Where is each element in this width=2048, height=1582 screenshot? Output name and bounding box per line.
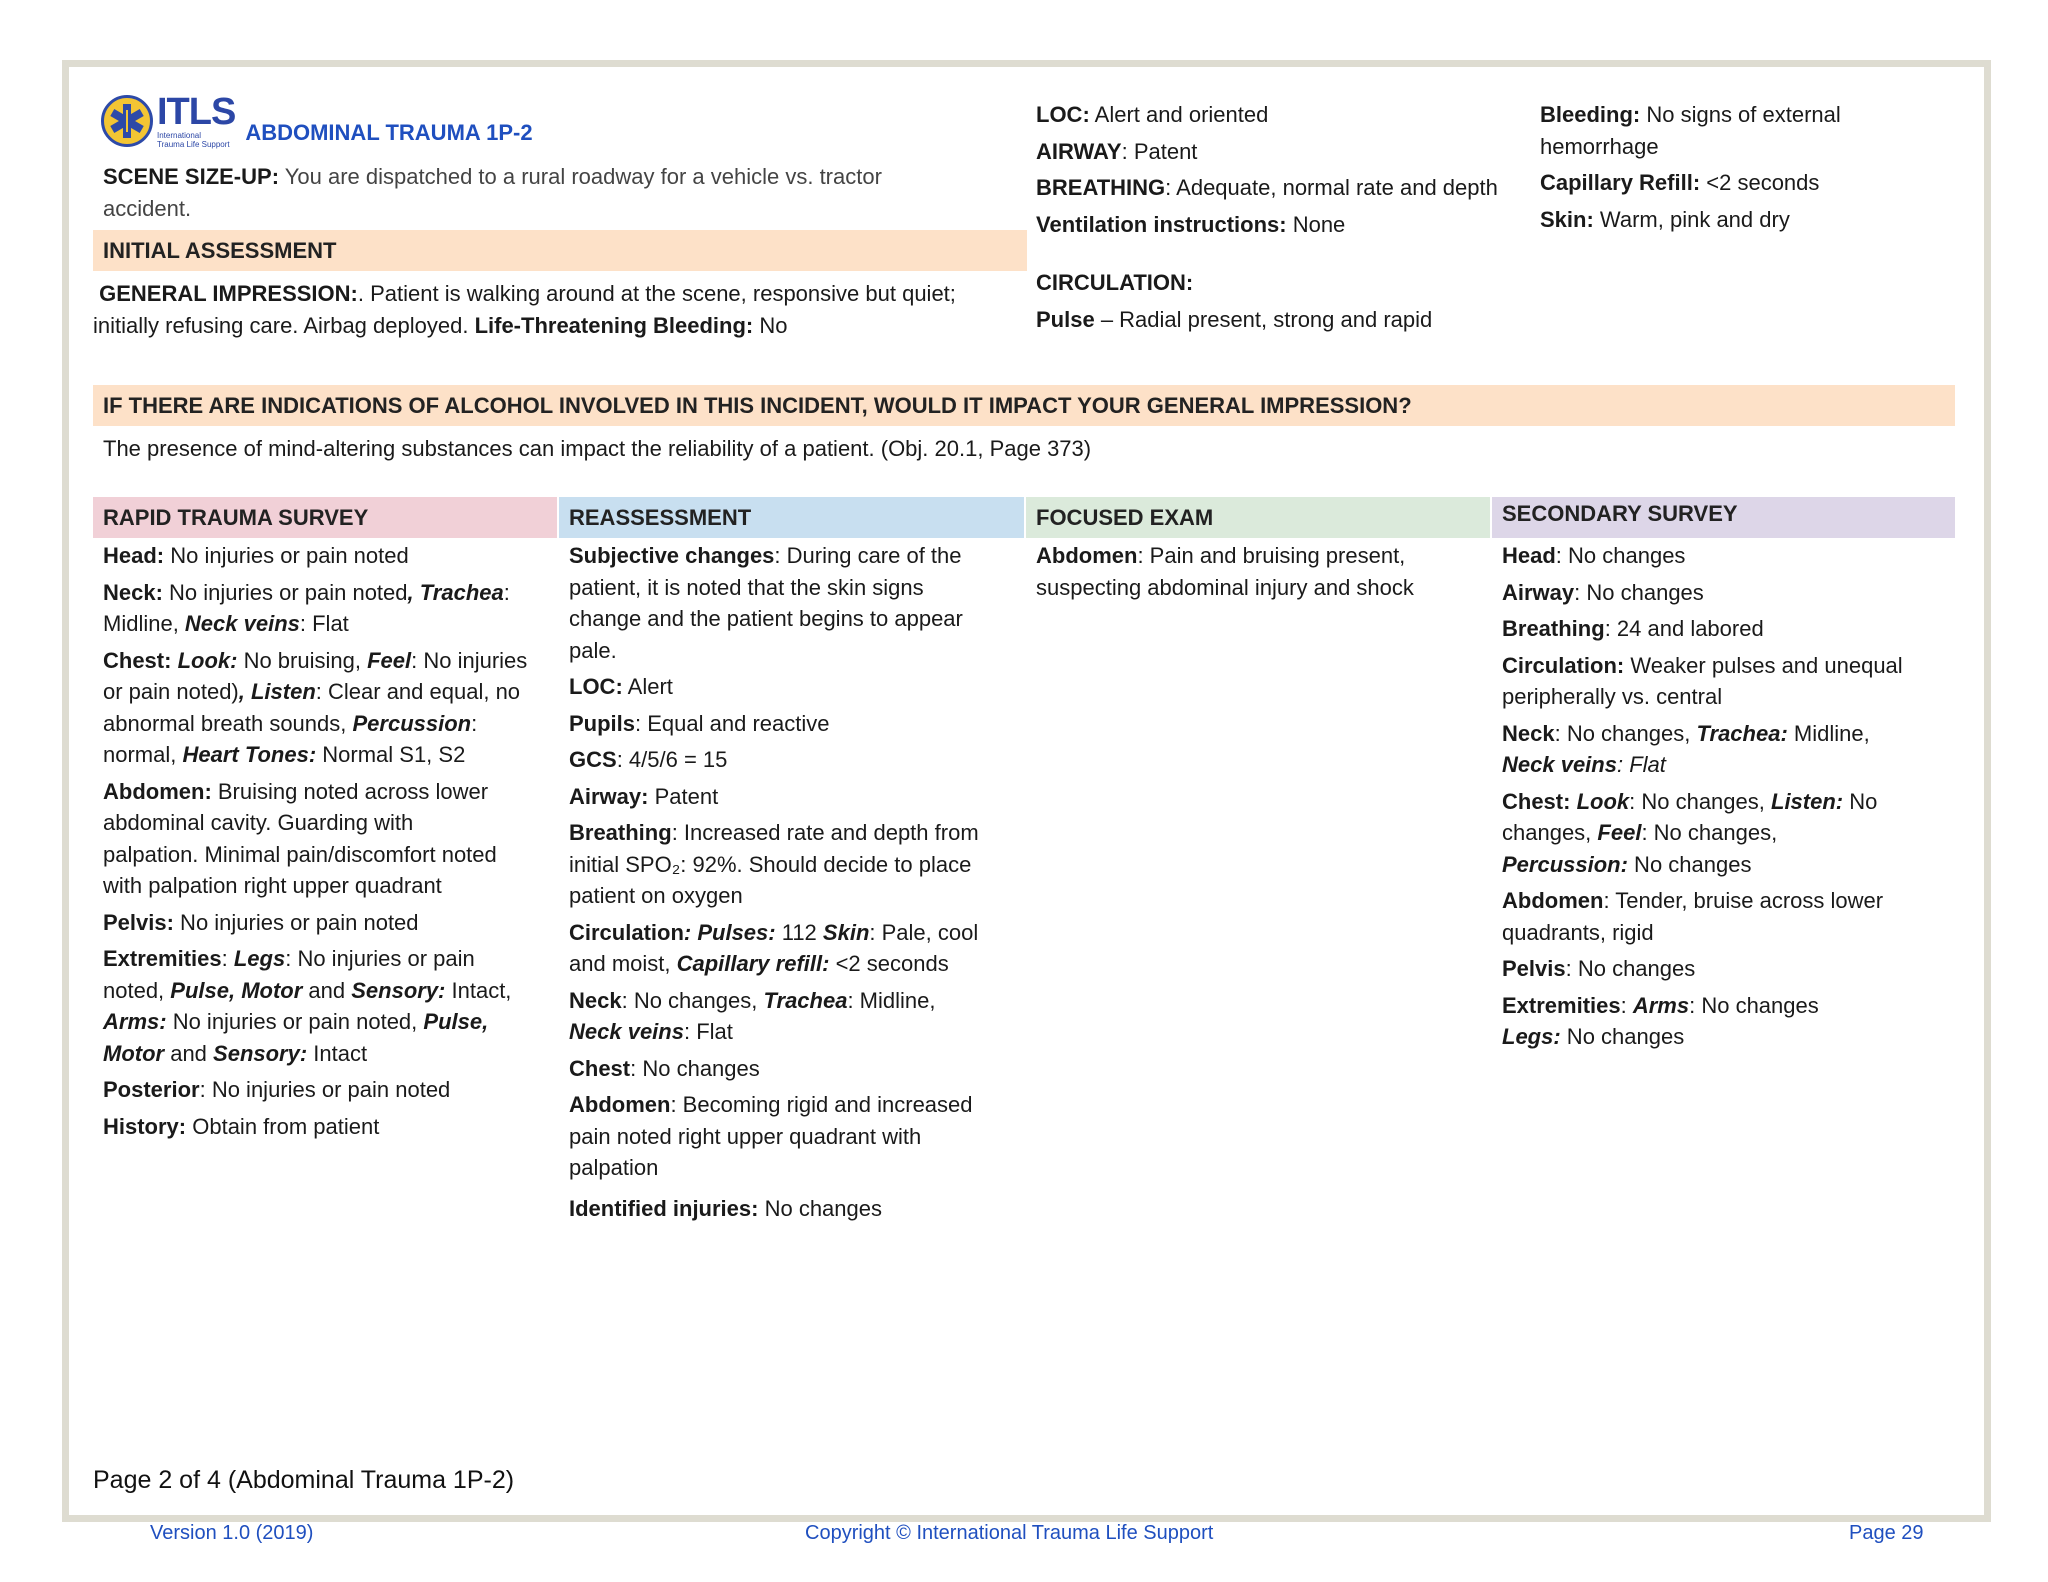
chest-perc: Percussion: [352, 710, 472, 736]
hist-l: History:: [103, 1113, 187, 1139]
neck-trachea: Trachea:: [1696, 720, 1788, 746]
abd-l: Abdomen: [1036, 543, 1138, 568]
circulation-heading: CIRCULATION:: [1036, 270, 1194, 295]
ext-v6: No injuries or pain noted,: [166, 1009, 424, 1034]
list-item: [569, 708, 1024, 740]
abd-v3: palpation: [569, 1155, 659, 1180]
head-v: No injuries or pain noted: [164, 543, 409, 568]
abd-v1: : Becoming rigid and increased: [670, 1092, 973, 1117]
chest-l: Chest:: [103, 647, 172, 673]
alcohol-question-heading: IF THERE ARE INDICATIONS OF ALCOHOL INVOLVED IN THIS INCIDENT, WOULD IT IMPACT YOUR GENERAL IMPRESSION?: [93, 385, 1955, 426]
chest-v5: abnormal breath sounds,: [103, 710, 353, 736]
vitals-column-2: [1540, 99, 1980, 240]
gcs-v: : 4/5/6 = 15: [616, 747, 728, 772]
ext-sens2: Sensory:: [213, 1040, 308, 1066]
list-item: [1036, 136, 1536, 168]
abd-v2: pain noted right upper quadrant with: [569, 1123, 922, 1149]
circ-v3: and moist,: [569, 951, 677, 976]
ext-legs: Legs:: [1502, 1024, 1561, 1049]
neck-l: Neck: [1502, 720, 1555, 746]
neck-v1: : No changes,: [621, 987, 764, 1013]
capillary-label: Capillary Refill:: [1540, 170, 1701, 195]
reassessment-column: [569, 540, 1024, 1229]
abd-v1: : Tender, bruise across lower: [1603, 888, 1884, 913]
ext-arms: Arms: [1632, 992, 1690, 1018]
chest-feel: Feel: [367, 647, 412, 673]
list-item: [1036, 172, 1536, 204]
chest-perc: Percussion:: [1502, 851, 1628, 877]
chest-v7: normal,: [103, 742, 183, 767]
subj-l: Subjective changes: [569, 543, 775, 568]
list-item: [1502, 953, 1952, 985]
head-l: Head: [1502, 543, 1556, 568]
neck-trachea: Trachea: [763, 987, 848, 1013]
chest-v3: changes,: [1502, 820, 1598, 845]
head-v: : No changes: [1555, 543, 1686, 568]
ltb-label: Life-Threatening Bleeding:: [474, 312, 754, 338]
airway-value: : Patent: [1121, 138, 1198, 164]
inj-v: No changes: [758, 1195, 882, 1221]
breath-v1: : Increased rate and depth from: [671, 820, 979, 845]
bleeding-label: Bleeding:: [1540, 102, 1641, 127]
chest-v8: Normal S1, S2: [316, 742, 466, 767]
ext-l: Extremities: [1502, 992, 1621, 1018]
chest-v1: : No changes,: [1629, 788, 1771, 814]
loc-label: LOC:: [1036, 102, 1090, 127]
list-item: [569, 1053, 1024, 1085]
gi-label: GENERAL IMPRESSION:: [99, 281, 358, 306]
document-title: ABDOMINAL TRAUMA 1P-2: [245, 120, 533, 145]
chest-heart: Heart Tones:: [182, 742, 317, 767]
post-l: Posterior: [103, 1077, 200, 1102]
pulse-label: Pulse: [1036, 306, 1095, 332]
skin-label: Skin:: [1540, 206, 1594, 232]
circ-skin: Skin: [822, 919, 870, 945]
chest-listen: Listen:: [1771, 788, 1844, 814]
neck-l: Neck: [569, 987, 622, 1013]
list-item: [1502, 718, 1952, 781]
abd-l: Abdomen: [569, 1092, 671, 1117]
secondary-survey-column: [1502, 540, 1952, 1058]
neck-v4: : Flat: [299, 611, 349, 636]
chest-v3: or pain noted): [103, 679, 239, 704]
inj-l: Identified injuries:: [569, 1195, 759, 1221]
subj-v1: : During care of the: [774, 543, 962, 568]
list-item: [1036, 209, 1536, 241]
alcohol-question-answer: The presence of mind-altering substances can impact the reliability of a patient. (Obj. 20.1, Page 373): [103, 436, 1092, 461]
abd-v4: with palpation right upper quadrant: [103, 873, 442, 898]
breathing-label: BREATHING: [1036, 175, 1166, 200]
list-item: [569, 1193, 1024, 1225]
gcs-l: GCS: [569, 747, 617, 772]
focused-exam-column: [1036, 540, 1486, 608]
list-item: [569, 540, 1024, 666]
list-item: [1540, 167, 1980, 199]
list-item: [1502, 613, 1952, 645]
ext-v5: Intact,: [445, 977, 512, 1003]
pelvis-l: Pelvis:: [103, 909, 174, 935]
pulse-value: – Radial present, strong and rapid: [1094, 306, 1433, 332]
list-item: [1540, 99, 1980, 162]
subj-v2: patient, it is noted that the skin signs: [569, 574, 924, 600]
neck-veins: Neck veins: [569, 1019, 684, 1044]
list-item: [1502, 540, 1952, 572]
header: [101, 92, 533, 150]
list-item: [569, 985, 1024, 1048]
neck-veins-l: Neck veins: [184, 611, 300, 636]
list-item: [569, 1089, 1024, 1184]
airway-label: AIRWAY: [1036, 138, 1122, 164]
logo: [157, 93, 235, 149]
focused-exam-heading: FOCUSED EXAM: [1026, 497, 1490, 538]
circ-v1: Weaker pulses and unequal: [1624, 652, 1903, 678]
list-item: [569, 744, 1024, 776]
pupils-l: Pupils: [569, 710, 636, 736]
list-item: [1502, 577, 1952, 609]
abd-l: Abdomen: [1502, 888, 1604, 913]
gi-text-1: . Patient is walking around at the scene, responsive but quiet;: [357, 281, 956, 306]
scene-label: SCENE SIZE-UP:: [103, 164, 280, 189]
rapid-trauma-column: [103, 540, 553, 1147]
chest-v4: : No changes,: [1641, 820, 1778, 845]
reassessment-heading: REASSESSMENT: [559, 497, 1024, 538]
ext-arms: Arms:: [103, 1009, 167, 1034]
logo-subtitle-1: International: [157, 131, 202, 140]
neck-v3: : Flat: [683, 1019, 733, 1044]
secondary-survey-heading: SECONDARY SURVEY: [1492, 497, 1955, 538]
ext-v1: :: [221, 946, 234, 971]
ext-v3: noted,: [103, 977, 171, 1003]
abd-v2: abdominal cavity. Guarding with: [103, 810, 414, 835]
ext-v1: :: [1620, 992, 1633, 1018]
list-item: [1540, 204, 1980, 236]
ext-v2: : No changes: [1689, 992, 1819, 1018]
chest-feel: Feel: [1597, 820, 1642, 845]
bleeding-value-1: No signs of external: [1640, 102, 1841, 127]
breath-l: Breathing: [1502, 616, 1605, 641]
logo-text: ITLS: [157, 91, 236, 133]
post-v: : No injuries or pain noted: [199, 1077, 451, 1102]
ext-v4: and: [302, 977, 352, 1003]
list-item: [103, 943, 553, 1069]
circ-cap: Capillary refill:: [676, 951, 830, 976]
list-item: [569, 781, 1024, 813]
circ-v4: <2 seconds: [829, 951, 949, 976]
chest-v4: : Clear and equal, no: [315, 679, 521, 704]
ext-v3: No changes: [1560, 1024, 1685, 1049]
gi-text-2: initially refusing care. Airbag deployed.: [93, 312, 475, 338]
breath-v2: initial SPO₂: 92%. Should decide to place: [569, 851, 972, 877]
pelvis-v: No injuries or pain noted: [173, 909, 419, 935]
breath-l: Breathing: [569, 820, 672, 845]
chest-v6: :: [471, 710, 478, 736]
chest-v2: No: [1843, 788, 1878, 814]
neck-trachea-l: , Trachea: [407, 579, 504, 605]
airway-l: Airway:: [569, 783, 649, 809]
ext-pm: Pulse, Motor: [170, 977, 303, 1003]
abd-v1: Bruising noted across lower: [211, 778, 489, 804]
circ-v1: 112: [775, 919, 823, 945]
rapid-trauma-survey-heading: RAPID TRAUMA SURVEY: [93, 497, 557, 538]
hist-v: Obtain from patient: [186, 1113, 380, 1139]
neck-veins: Neck veins: [1502, 752, 1617, 777]
neck-v3: : Flat: [1616, 752, 1666, 777]
neck-v1: : No changes,: [1554, 720, 1697, 746]
list-item: [1502, 786, 1952, 881]
circ-l: Circulation:: [1502, 652, 1625, 678]
ltb-value: No: [753, 312, 788, 338]
abd-v1: : Pain and bruising present,: [1137, 543, 1406, 568]
footer-page-number: Page 29: [1849, 1522, 1924, 1544]
chest-v2: : No injuries: [411, 647, 528, 673]
list-item: [103, 577, 553, 640]
list-item: [103, 907, 553, 939]
list-item: [1502, 885, 1952, 948]
chest-v5: No changes: [1627, 851, 1752, 877]
airway-l: Airway: [1502, 579, 1575, 605]
list-item: [569, 671, 1024, 703]
ext-motor2: Motor: [103, 1040, 165, 1066]
skin-value: Warm, pink and dry: [1593, 206, 1790, 232]
abd-l: Abdomen:: [103, 778, 212, 804]
chest-look: Look:: [171, 647, 238, 673]
circ-v2: : Pale, cool: [869, 919, 979, 945]
list-item: [1036, 304, 1536, 336]
list-item: [103, 1111, 553, 1143]
chest-l: Chest:: [1502, 788, 1571, 814]
logo-subtitle-2: Trauma Life Support: [157, 140, 230, 149]
ext-legs: Legs: [233, 946, 286, 971]
ventilation-label: Ventilation instructions:: [1036, 211, 1287, 237]
subj-v3: change and the patient begins to appear: [569, 606, 963, 631]
ext-sens: Sensory:: [351, 977, 446, 1003]
neck-v2: :: [503, 579, 510, 605]
chest-look: Look: [1570, 788, 1630, 814]
subj-v4: pale.: [569, 637, 617, 663]
scene-text-2: accident.: [103, 195, 192, 221]
abd-v2: suspecting abdominal injury and shock: [1036, 574, 1414, 600]
list-item: [103, 1074, 553, 1106]
circ-v2: peripherally vs. central: [1502, 684, 1723, 709]
pelvis-l: Pelvis: [1502, 956, 1566, 981]
scene-text-1: You are dispatched to a rural roadway for a vehicle vs. tractor: [279, 164, 882, 189]
head-l: Head:: [103, 543, 165, 568]
chest-l: Chest: [569, 1055, 631, 1081]
ext-v2: : No injuries or pain: [285, 946, 475, 971]
chest-v1: No bruising,: [237, 647, 368, 673]
ventilation-value: None: [1286, 211, 1346, 237]
pelvis-v: : No changes: [1565, 956, 1696, 981]
bleeding-value-2: hemorrhage: [1540, 133, 1659, 159]
list-item: [1502, 990, 1952, 1053]
neck-v2: Midline,: [1787, 720, 1870, 746]
list-item: [1036, 99, 1536, 131]
ext-v7: and: [164, 1040, 214, 1066]
ext-v8: Intact: [307, 1040, 368, 1066]
loc-l: LOC:: [569, 674, 623, 699]
scene-size-up: [103, 161, 1023, 224]
chest-listen: , Listen: [238, 679, 316, 704]
footer-version: Version 1.0 (2019): [150, 1522, 314, 1544]
list-item: [103, 540, 553, 572]
pupils-v: : Equal and reactive: [635, 710, 830, 736]
neck-v3: Midline,: [103, 611, 185, 636]
breath-v3: patient on oxygen: [569, 883, 743, 908]
circ-l: Circulation: [569, 919, 684, 945]
chest-v: : No changes: [630, 1055, 760, 1081]
circ-pulses: : Pulses:: [683, 919, 776, 945]
page-note: Page 2 of 4 (Abdominal Trauma 1P-2): [93, 1466, 515, 1494]
neck-v1: No injuries or pain noted: [162, 579, 408, 605]
list-item: [569, 817, 1024, 912]
ext-l: Extremities: [103, 946, 222, 971]
vitals-column-1: [1036, 99, 1536, 340]
list-item: [103, 776, 553, 902]
neck-v2: : Midline,: [847, 987, 936, 1013]
breath-v: : 24 and labored: [1604, 616, 1764, 641]
list-item: [1036, 540, 1486, 603]
airway-v: Patent: [648, 783, 719, 809]
abd-v3: palpation. Minimal pain/discomfort noted: [103, 841, 497, 867]
list-item: [569, 917, 1024, 980]
list-item: [1036, 267, 1536, 299]
neck-l: Neck:: [103, 579, 163, 605]
itls-star-of-life-icon: [101, 95, 153, 147]
initial-assessment-heading: INITIAL ASSESSMENT: [93, 230, 1027, 271]
general-impression: [93, 278, 1033, 341]
list-item: [1502, 650, 1952, 713]
abd-v2: quadrants, rigid: [1502, 919, 1654, 945]
breathing-value: : Adequate, normal rate and depth: [1165, 175, 1498, 200]
loc-value: Alert and oriented: [1089, 102, 1269, 127]
capillary-value: <2 seconds: [1700, 170, 1820, 195]
footer-copyright: Copyright © International Trauma Life Support: [805, 1522, 1214, 1544]
loc-v: Alert: [622, 674, 673, 699]
airway-v: : No changes: [1574, 579, 1704, 605]
list-item: [103, 645, 553, 771]
ext-pulse2: Pulse,: [423, 1009, 489, 1034]
